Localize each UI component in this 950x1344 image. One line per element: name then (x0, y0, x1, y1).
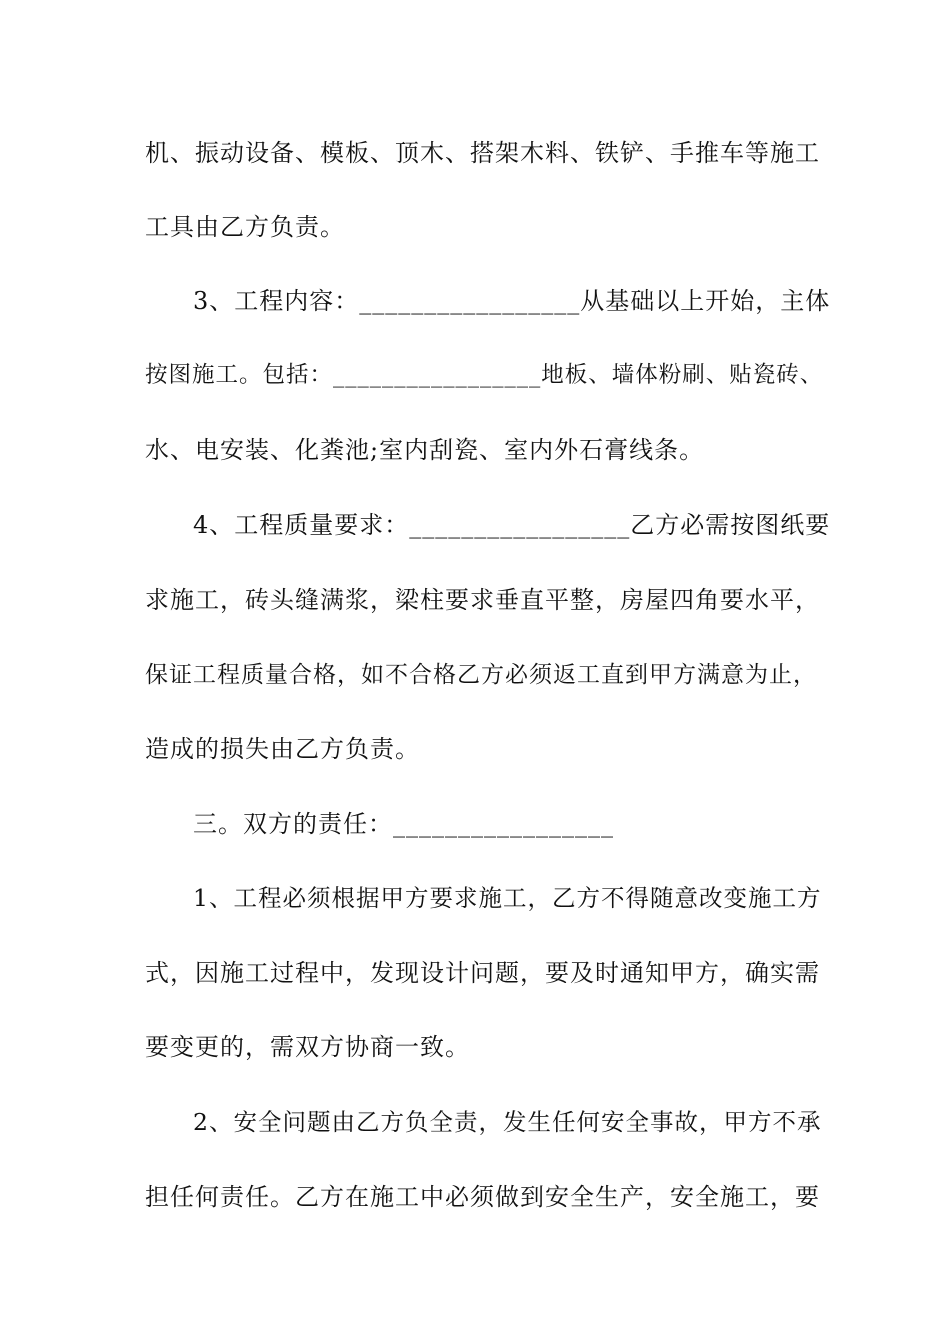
paragraph-line: 求施工，砖头缝满浆，梁柱要求垂直平整，房屋四角要水平， (145, 586, 820, 614)
paragraph-line: 保证工程质量合格，如不合格乙方必须返工直到甲方满意为止， (145, 662, 817, 688)
paragraph-line: 水、电安装、化粪池;室内刮瓷、室内外石膏线条。 (145, 436, 705, 464)
section-heading: 三。双方的责任：_________________ (193, 810, 614, 838)
paragraph-line: 要变更的，需双方协商一致。 (145, 1033, 470, 1061)
paragraph-line: 1、工程必须根据甲方要求施工，乙方不得随意改变施工方 (193, 884, 822, 912)
paragraph-line: 机、振动设备、模板、顶木、搭架木料、铁铲、手推车等施工 (145, 139, 820, 167)
paragraph-line: 按图施工。包括：_________________地板、墙体粉刷、贴瓷砖、 (145, 362, 824, 388)
paragraph-line: 造成的损失由乙方负责。 (145, 735, 420, 763)
paragraph-line: 工具由乙方负责。 (145, 213, 345, 241)
paragraph-line: 2、安全问题由乙方负全责，发生任何安全事故，甲方不承 (193, 1108, 822, 1136)
paragraph-line: 式，因施工过程中，发现设计问题，要及时通知甲方，确实需 (145, 959, 820, 987)
paragraph-line: 4、工程质量要求：_________________乙方必需按图纸要 (193, 511, 831, 539)
paragraph-line: 担任何责任。乙方在施工中必须做到安全生产，安全施工，要 (145, 1183, 820, 1211)
paragraph-line: 3、工程内容：_________________从基础以上开始，主体 (193, 287, 831, 315)
